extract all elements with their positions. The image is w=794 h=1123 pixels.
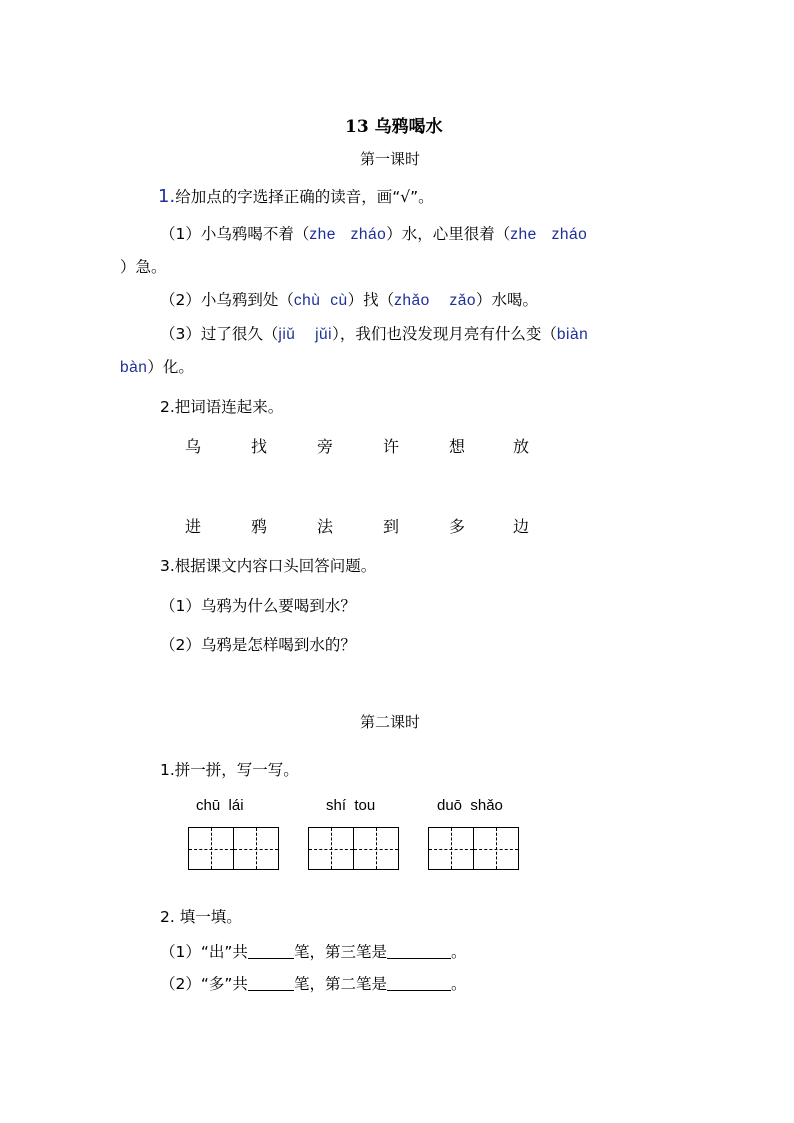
q2-top-word: 找 <box>251 437 268 456</box>
q1-item1-prefix: （1）小乌鸦喝不着（ <box>160 225 310 243</box>
q1-item1-opt4: zháo <box>551 226 588 243</box>
writing-grid-cell[interactable] <box>233 827 279 870</box>
q2-bottom-word: 到 <box>383 517 400 536</box>
q1-item2-prefix: （2）小乌鸦到处（ <box>160 291 294 309</box>
q1-number: 1. <box>158 186 176 207</box>
fill-item <box>160 940 466 962</box>
l2-q2-instruction: 2. 填一填。 <box>160 908 242 926</box>
q1-item2 <box>160 288 538 310</box>
writing-grid-cell[interactable] <box>308 827 354 870</box>
fill-blank[interactable] <box>387 943 451 960</box>
q2-instruction: 2.把词语连起来。 <box>160 398 284 416</box>
fill-item-part: （1）“出”共 <box>160 943 248 961</box>
q2-top-word: 放 <box>513 437 530 456</box>
q1-text: 给加点的字选择正确的读音，画“√”。 <box>175 188 434 206</box>
q1-item1-opt2: zháo <box>350 226 387 243</box>
q2-bottom-word: 多 <box>449 517 466 536</box>
fill-item <box>160 972 466 994</box>
q2-bottom-word: 鸦 <box>251 517 268 536</box>
q1-item2-mid: ）找（ <box>347 291 395 309</box>
fill-blank[interactable] <box>387 975 451 992</box>
lesson2-heading: 第二课时 <box>360 713 421 731</box>
lesson1-heading: 第一课时 <box>360 150 421 168</box>
l2-q1-instruction: 1.拼一拼，写一写。 <box>160 761 299 779</box>
fill-item-part: 笔，第二笔是 <box>293 975 387 993</box>
fill-item-part: （2）“多”共 <box>160 975 248 993</box>
pinyin-label: duō shǎo <box>437 797 503 814</box>
writing-grid-cell[interactable] <box>428 827 474 870</box>
writing-grid-cell[interactable] <box>473 827 519 870</box>
pinyin-label: chū lái <box>196 797 244 814</box>
writing-grid-cell[interactable] <box>188 827 234 870</box>
fill-item-part: 。 <box>450 975 467 993</box>
q1-item3-prefix: （3）过了很久（ <box>160 325 279 343</box>
q1-item2-opt3: zhǎo <box>394 292 430 309</box>
q1-item2-opt1: chù <box>293 292 321 309</box>
fill-item-part: 笔，第三笔是 <box>293 943 387 961</box>
q2-top-word: 想 <box>449 437 466 456</box>
q1-item1-opt1: zhe <box>309 226 336 243</box>
q2-bottom-word: 边 <box>513 517 530 536</box>
q1-item1-mid: ）水，心里很着（ <box>386 225 511 243</box>
q1-instruction <box>158 185 434 207</box>
fill-item-part: 。 <box>450 943 467 961</box>
q1-item2-opt4: zǎo <box>449 292 476 309</box>
q1-item3-opt1: jiǔ <box>278 326 296 343</box>
q3-item: （2）乌鸦是怎样喝到水的？ <box>160 636 356 654</box>
q1-item1-opt3: zhe <box>510 226 537 243</box>
q1-item3-opt2: jǔi <box>315 326 333 343</box>
q2-top-word: 旁 <box>317 437 334 456</box>
q2-top-word: 乌 <box>185 437 202 456</box>
q1-item2-suffix: ）水喝。 <box>475 291 538 309</box>
q1-item3-suffix: ）化。 <box>147 358 194 376</box>
q3-item: （1）乌鸦为什么要喝到水？ <box>160 597 356 615</box>
q2-top-word: 许 <box>383 437 400 456</box>
q1-item1-line1 <box>160 222 587 244</box>
q3-instruction: 3.根据课文内容口头回答问题。 <box>160 557 377 575</box>
fill-blank[interactable] <box>248 943 294 960</box>
q1-item1-line2: ）急。 <box>120 258 167 276</box>
q2-bottom-word: 进 <box>185 517 202 536</box>
q1-item3-line2 <box>120 355 194 377</box>
pinyin-label: shí tou <box>326 797 376 814</box>
writing-grid-cell[interactable] <box>353 827 399 870</box>
q1-item3-opt3: biàn <box>556 326 589 343</box>
q1-item3-opt4: bàn <box>120 359 148 376</box>
q1-item3-line1 <box>160 322 588 344</box>
q1-item2-opt2: cù <box>330 292 348 309</box>
fill-blank[interactable] <box>248 975 294 992</box>
q1-item3-mid: ），我们也没发现月亮有什么变（ <box>332 325 557 343</box>
page-title: 13 乌鸦喝水 <box>345 117 443 137</box>
q2-bottom-word: 法 <box>317 517 334 536</box>
